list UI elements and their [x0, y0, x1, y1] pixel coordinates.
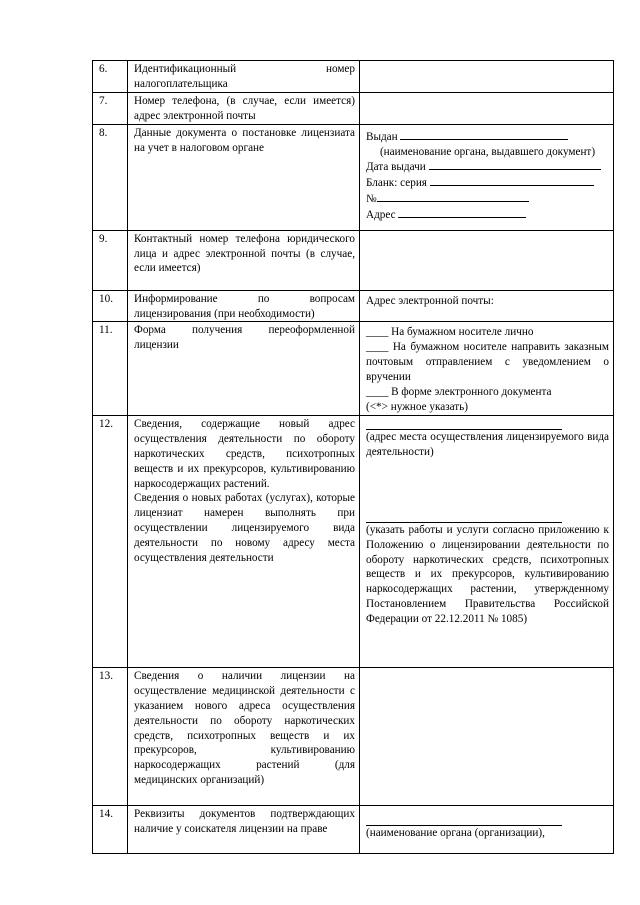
table-row: [93, 230, 614, 290]
form-table: [92, 60, 614, 854]
services-blank[interactable]: [366, 510, 562, 523]
table-row: [93, 124, 614, 230]
row-value-field[interactable]: [360, 92, 614, 124]
row-number: 13.: [93, 667, 128, 805]
number-blank[interactable]: [377, 191, 529, 202]
issue-date-label: Дата выдачи: [366, 161, 426, 174]
table-row: [93, 61, 614, 93]
row-value-field[interactable]: [360, 667, 614, 805]
table-row: [93, 92, 614, 124]
row-description: Данные документа о постановке лицензиата на учет в налоговом органе: [128, 124, 360, 230]
row-value-field[interactable]: [360, 230, 614, 290]
issued-by-note: (наименование органа, выдавшего документ): [379, 145, 596, 158]
row-description: Форма получения переоформленной лицензии: [128, 322, 360, 415]
row-value-field[interactable]: [360, 61, 614, 93]
row-value-field: [360, 415, 614, 667]
row-value-field: [360, 322, 614, 415]
address-blank[interactable]: [398, 207, 526, 218]
table-row: [93, 290, 614, 322]
row-value-field: [360, 805, 614, 853]
row-description-part-2: Сведения о новых работах (услугах), которые лицензиат намерен выполнять при осуществлении лицензируемого вида деятельности по новому адресу места осуществления деятельности: [134, 492, 355, 565]
row-description: Идентификационный номер налогоплательщика: [128, 61, 360, 93]
table-row: [93, 322, 614, 415]
delivery-option-note: (<*> нужное указать): [366, 400, 469, 413]
table-row: [93, 415, 614, 667]
row-description: Информирование по вопросам лицензирования (при необходимости): [128, 290, 360, 322]
delivery-option-electronic[interactable]: ____ В форме электронного документа: [366, 386, 552, 399]
document-blank[interactable]: [366, 807, 562, 826]
table-row: [93, 667, 614, 805]
table-row: [93, 805, 614, 853]
issued-by-blank[interactable]: [400, 129, 568, 140]
address-note: (адрес места осуществления лицензируемого вида деятельности): [366, 430, 609, 458]
row-description: Контактный номер телефона юридического лица и адрес электронной почты (в случае, если имеется): [128, 230, 360, 290]
email-label: Адрес электронной почты:: [366, 294, 494, 307]
blank-series-blank[interactable]: [430, 175, 594, 186]
address-blank[interactable]: [366, 417, 562, 430]
row-description: Реквизиты документов подтверждающих наличие у соискателя лицензии на праве: [128, 805, 360, 853]
delivery-option-in-person[interactable]: ____ На бумажном носителе лично: [366, 326, 534, 339]
row-value-field[interactable]: [360, 290, 614, 322]
row-value-field[interactable]: [360, 124, 614, 230]
services-note: (указать работы и услуги согласно приложению к Положению о лицензировании деятельности по обороту наркотических средств, психотропных веществ и их прекурсоров, культивированию наркосодержащих растении, утвержденному Постановлением Правительства Российской Федерации от 22.12.2011 № 1085): [366, 523, 609, 626]
row-number: 10.: [93, 290, 128, 322]
number-label: №: [366, 193, 377, 206]
row-number: 7.: [93, 92, 128, 124]
issue-date-blank[interactable]: [429, 159, 601, 170]
address-label: Адрес: [366, 209, 396, 222]
blank-series-label: Бланк: серия: [366, 177, 427, 190]
row-description-part-1: Сведения, содержащие новый адрес осуществления деятельности по обороту наркотических средств, психотропных веществ и их прекурсоров, культивированию наркосодержащих растений.: [134, 417, 355, 490]
row-number: 12.: [93, 415, 128, 667]
row-number: 6.: [93, 61, 128, 93]
row-number: 8.: [93, 124, 128, 230]
row-number: 11.: [93, 322, 128, 415]
issued-by-label: Выдан: [366, 130, 398, 143]
row-description: Сведения о наличии лицензии на осуществление медицинской деятельности с указанием нового адреса осуществления деятельности по обороту наркотических средств, психотропных веществ и их прекурсоров, культивированию наркосодержащих растений (для медицинских организаций): [128, 667, 360, 805]
row-number: 14.: [93, 805, 128, 853]
row-description: Номер телефона, (в случае, если имеется) адрес электронной почты: [128, 92, 360, 124]
document-note: (наименование органа (организации),: [366, 826, 545, 839]
row-description: [128, 415, 360, 667]
delivery-option-mail[interactable]: ____ На бумажном носителе направить заказным почтовым отправлением с уведомлением о вручении: [366, 341, 609, 384]
row-number: 9.: [93, 230, 128, 290]
